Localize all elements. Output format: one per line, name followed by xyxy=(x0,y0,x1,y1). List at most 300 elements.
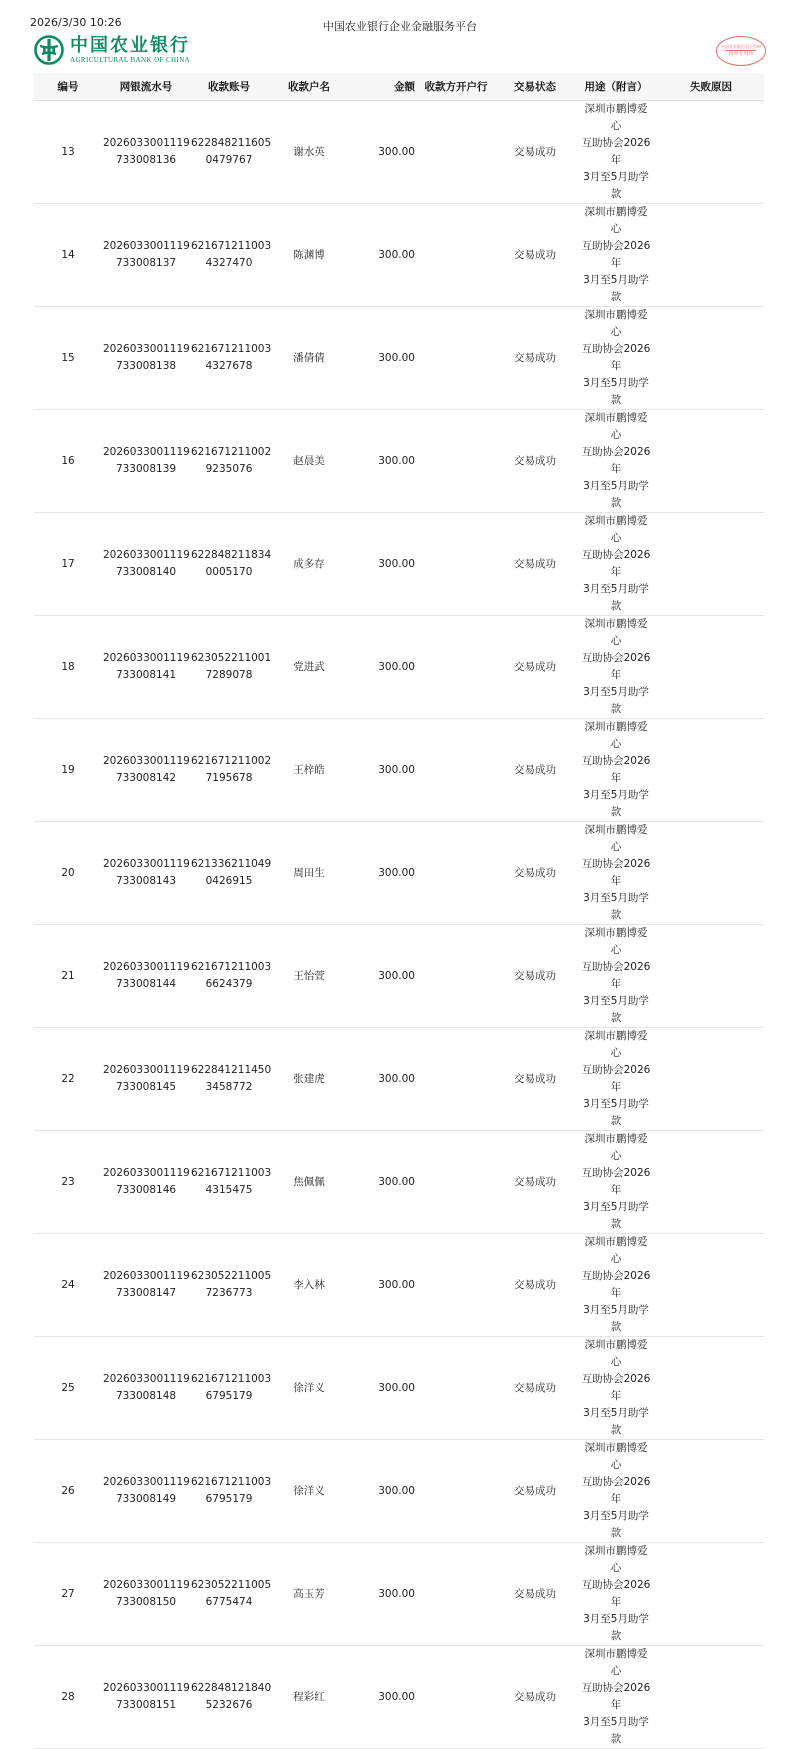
transaction-status: 交易成功 xyxy=(514,351,556,364)
payee-name: 赵晨美 xyxy=(293,454,325,467)
table-row xyxy=(34,925,764,1028)
logo-english-name: AGRICULTURAL BANK OF CHINA xyxy=(70,55,191,64)
payee-account: 4327470 xyxy=(205,257,253,269)
purpose-note: 深圳市鹏博爱心 xyxy=(584,927,648,956)
failure-reason-cell xyxy=(658,1646,764,1749)
serial-number-cell xyxy=(102,925,190,1028)
amount-cell xyxy=(350,616,416,719)
serial-number: 733008147 xyxy=(115,1287,177,1299)
payee-name: 张建虎 xyxy=(293,1072,325,1085)
purpose-note-cell xyxy=(574,101,658,204)
transaction-status: 交易成功 xyxy=(514,454,556,467)
purpose-note-cell xyxy=(574,513,658,616)
transaction-status: 交易成功 xyxy=(514,1690,556,1703)
payee-account: 4315475 xyxy=(205,1184,253,1196)
purpose-note: 3月至5月助学款 xyxy=(583,377,649,406)
serial-number: 733008138 xyxy=(115,360,177,372)
serial-number: 2026033001119 xyxy=(103,755,190,767)
purpose-note: 3月至5月助学款 xyxy=(583,1407,649,1436)
payee-name-cell xyxy=(268,1440,350,1543)
row-number: 19 xyxy=(61,763,75,776)
transaction-status-cell xyxy=(496,1440,574,1543)
column-header-serial: 网银流水号 xyxy=(102,73,190,101)
amount: 300.00 xyxy=(378,351,415,364)
payee-account: 623052211005 xyxy=(191,1270,272,1282)
failure-reason-cell xyxy=(658,1028,764,1131)
serial-number-cell xyxy=(102,1234,190,1337)
serial-number: 733008139 xyxy=(115,463,177,475)
payee-bank-cell xyxy=(416,1234,496,1337)
serial-number-cell xyxy=(102,1543,190,1646)
serial-number: 2026033001119 xyxy=(103,1064,190,1076)
payee-bank-cell xyxy=(416,616,496,719)
serial-number: 733008141 xyxy=(115,669,177,681)
payee-name-cell xyxy=(268,616,350,719)
amount-cell xyxy=(350,1028,416,1131)
purpose-note: 互助协会2026年 xyxy=(581,549,651,578)
row-number-cell xyxy=(34,1028,102,1131)
purpose-note: 深圳市鹏博爱心 xyxy=(584,1133,648,1162)
amount: 300.00 xyxy=(378,1175,415,1188)
serial-number: 733008151 xyxy=(115,1699,177,1711)
purpose-note: 互助协会2026年 xyxy=(581,240,651,269)
row-number-cell xyxy=(34,1646,102,1749)
serial-number-cell xyxy=(102,101,190,204)
payee-account: 621671211002 xyxy=(191,755,272,767)
purpose-note: 深圳市鹏博爱心 xyxy=(584,1236,648,1265)
transaction-status: 交易成功 xyxy=(514,145,556,158)
payee-account: 0005170 xyxy=(205,566,253,578)
column-header-purpose: 用途（附言） xyxy=(574,73,658,101)
payee-account-cell xyxy=(190,1440,272,1543)
transaction-status-cell xyxy=(496,1337,574,1440)
payee-account-cell xyxy=(190,616,272,719)
payee-bank-cell xyxy=(416,204,496,307)
serial-number-cell xyxy=(102,1440,190,1543)
serial-number-cell xyxy=(102,719,190,822)
payee-name-cell xyxy=(268,513,350,616)
bank-logo xyxy=(34,33,190,67)
payee-account-cell xyxy=(190,1543,272,1646)
serial-number: 2026033001119 xyxy=(103,1476,190,1488)
transaction-status-cell xyxy=(496,410,574,513)
row-number-cell xyxy=(34,1440,102,1543)
purpose-note-cell xyxy=(574,822,658,925)
payee-account: 622848211605 xyxy=(191,137,272,149)
payee-bank-cell xyxy=(416,1440,496,1543)
serial-number: 2026033001119 xyxy=(103,652,190,664)
payee-account: 5232676 xyxy=(205,1699,253,1711)
payee-account: 621671211003 xyxy=(191,961,272,973)
payee-account: 622848121840 xyxy=(191,1682,272,1694)
row-number: 15 xyxy=(61,351,75,364)
purpose-note: 3月至5月助学款 xyxy=(583,274,649,303)
payee-name: 李入林 xyxy=(293,1278,325,1291)
purpose-note: 3月至5月助学款 xyxy=(583,995,649,1024)
serial-number: 2026033001119 xyxy=(103,1682,190,1694)
amount-cell xyxy=(350,925,416,1028)
table-row xyxy=(34,1131,764,1234)
serial-number: 733008144 xyxy=(115,978,177,990)
purpose-note: 互助协会2026年 xyxy=(581,652,651,681)
payee-account: 9235076 xyxy=(205,463,253,475)
failure-reason-cell xyxy=(658,1543,764,1646)
stamp-text-top: 中国农业银行电子回单 xyxy=(721,44,761,49)
purpose-note: 互助协会2026年 xyxy=(581,1682,651,1711)
table-row xyxy=(34,1646,764,1749)
failure-reason-cell xyxy=(658,410,764,513)
transaction-status-cell xyxy=(496,822,574,925)
column-header-payee: 收款户名 xyxy=(268,73,350,101)
failure-reason-cell xyxy=(658,307,764,410)
payee-account: 621671211003 xyxy=(191,343,272,355)
payee-name-cell xyxy=(268,822,350,925)
amount-cell xyxy=(350,1131,416,1234)
purpose-note: 深圳市鹏博爱心 xyxy=(584,1545,648,1574)
amount-cell xyxy=(350,204,416,307)
row-number-cell xyxy=(34,822,102,925)
payee-account: 621671211003 xyxy=(191,1476,272,1488)
payee-name: 王梓皓 xyxy=(293,763,325,776)
serial-number-cell xyxy=(102,410,190,513)
purpose-note: 深圳市鹏博爱心 xyxy=(584,103,648,132)
row-number-cell xyxy=(34,513,102,616)
serial-number-cell xyxy=(102,1131,190,1234)
payee-name: 徐洋义 xyxy=(293,1484,325,1497)
table-row xyxy=(34,513,764,616)
payee-bank-cell xyxy=(416,1131,496,1234)
row-number-cell xyxy=(34,925,102,1028)
amount: 300.00 xyxy=(378,557,415,570)
failure-reason-cell xyxy=(658,1440,764,1543)
payee-bank-cell xyxy=(416,1646,496,1749)
payee-account: 0479767 xyxy=(205,154,253,166)
column-header-amount: 金额 xyxy=(350,73,416,101)
purpose-note: 3月至5月助学款 xyxy=(583,892,649,921)
transaction-status: 交易成功 xyxy=(514,1587,556,1600)
purpose-note: 深圳市鹏博爱心 xyxy=(584,1648,648,1677)
row-number: 23 xyxy=(61,1175,75,1188)
amount: 300.00 xyxy=(378,660,415,673)
payee-account: 7195678 xyxy=(205,772,253,784)
serial-number-cell xyxy=(102,1646,190,1749)
payee-account: 6795179 xyxy=(205,1493,253,1505)
purpose-note-cell xyxy=(574,719,658,822)
purpose-note: 互助协会2026年 xyxy=(581,1373,651,1402)
payee-name-cell xyxy=(268,101,350,204)
table-row xyxy=(34,719,764,822)
row-number-cell xyxy=(34,307,102,410)
amount: 300.00 xyxy=(378,454,415,467)
amount-cell xyxy=(350,101,416,204)
amount-cell xyxy=(350,719,416,822)
payee-account-cell xyxy=(190,719,272,822)
purpose-note-cell xyxy=(574,1440,658,1543)
serial-number: 2026033001119 xyxy=(103,858,190,870)
purpose-note: 3月至5月助学款 xyxy=(583,789,649,818)
payee-bank-cell xyxy=(416,410,496,513)
purpose-note: 3月至5月助学款 xyxy=(583,171,649,200)
row-number: 22 xyxy=(61,1072,75,1085)
payee-bank-cell xyxy=(416,1543,496,1646)
purpose-note: 互助协会2026年 xyxy=(581,1064,651,1093)
payee-name-cell xyxy=(268,1131,350,1234)
row-number-cell xyxy=(34,616,102,719)
table-row xyxy=(34,1337,764,1440)
transaction-status: 交易成功 xyxy=(514,1278,556,1291)
transaction-status: 交易成功 xyxy=(514,1175,556,1188)
payee-name-cell xyxy=(268,410,350,513)
transaction-status-cell xyxy=(496,513,574,616)
purpose-note-cell xyxy=(574,1028,658,1131)
payee-name: 程彩红 xyxy=(293,1690,325,1703)
amount-cell xyxy=(350,513,416,616)
serial-number: 733008148 xyxy=(115,1390,177,1402)
purpose-note: 互助协会2026年 xyxy=(581,755,651,784)
failure-reason-cell xyxy=(658,1131,764,1234)
purpose-note-cell xyxy=(574,925,658,1028)
row-number-cell xyxy=(34,1131,102,1234)
failure-reason-cell xyxy=(658,1337,764,1440)
amount: 300.00 xyxy=(378,866,415,879)
failure-reason-cell xyxy=(658,822,764,925)
payee-account: 623052211005 xyxy=(191,1579,272,1591)
row-number-cell xyxy=(34,410,102,513)
row-number: 24 xyxy=(61,1278,75,1291)
row-number: 18 xyxy=(61,660,75,673)
purpose-note: 深圳市鹏博爱心 xyxy=(584,206,648,235)
serial-number: 733008150 xyxy=(115,1596,177,1608)
amount: 300.00 xyxy=(378,1587,415,1600)
table-header-row xyxy=(34,73,764,101)
payee-account: 622848211834 xyxy=(191,549,272,561)
payee-bank-cell xyxy=(416,1337,496,1440)
failure-reason-cell xyxy=(658,513,764,616)
serial-number: 733008136 xyxy=(115,154,177,166)
payee-account-cell xyxy=(190,1028,272,1131)
purpose-note: 互助协会2026年 xyxy=(581,1167,651,1196)
amount: 300.00 xyxy=(378,763,415,776)
serial-number: 2026033001119 xyxy=(103,961,190,973)
transaction-status-cell xyxy=(496,1646,574,1749)
transaction-status-cell xyxy=(496,204,574,307)
amount-cell xyxy=(350,1440,416,1543)
row-number-cell xyxy=(34,1234,102,1337)
purpose-note-cell xyxy=(574,1543,658,1646)
payee-account: 3458772 xyxy=(205,1081,253,1093)
payee-name: 王怡萱 xyxy=(293,969,325,982)
payee-name-cell xyxy=(268,1646,350,1749)
amount: 300.00 xyxy=(378,1278,415,1291)
serial-number-cell xyxy=(102,822,190,925)
payee-bank-cell xyxy=(416,1028,496,1131)
failure-reason-cell xyxy=(658,204,764,307)
payee-name-cell xyxy=(268,925,350,1028)
serial-number: 733008137 xyxy=(115,257,177,269)
table-row xyxy=(34,616,764,719)
transaction-status: 交易成功 xyxy=(514,660,556,673)
purpose-note: 深圳市鹏博爱心 xyxy=(584,1339,648,1368)
payee-account-cell xyxy=(190,925,272,1028)
amount-cell xyxy=(350,410,416,513)
table-row xyxy=(34,1028,764,1131)
payee-bank-cell xyxy=(416,513,496,616)
failure-reason-cell xyxy=(658,101,764,204)
serial-number-cell xyxy=(102,307,190,410)
column-header-status: 交易状态 xyxy=(496,73,574,101)
purpose-note: 互助协会2026年 xyxy=(581,343,651,372)
payee-bank-cell xyxy=(416,307,496,410)
payee-account-cell xyxy=(190,1131,272,1234)
row-number: 13 xyxy=(61,145,75,158)
print-timestamp: 2026/3/30 10:26 xyxy=(30,16,122,29)
payee-account: 6775474 xyxy=(205,1596,253,1608)
payee-account-cell xyxy=(190,410,272,513)
table-row xyxy=(34,410,764,513)
payee-name: 党进武 xyxy=(293,660,325,673)
payee-account: 6624379 xyxy=(205,978,253,990)
amount-cell xyxy=(350,822,416,925)
amount-cell xyxy=(350,1646,416,1749)
row-number: 16 xyxy=(61,454,75,467)
table-row xyxy=(34,1234,764,1337)
payee-name-cell xyxy=(268,1028,350,1131)
transaction-status-cell xyxy=(496,1028,574,1131)
purpose-note: 3月至5月助学款 xyxy=(583,1304,649,1333)
serial-number: 733008143 xyxy=(115,875,177,887)
purpose-note: 3月至5月助学款 xyxy=(583,1098,649,1127)
purpose-note: 互助协会2026年 xyxy=(581,137,651,166)
transaction-table xyxy=(34,73,764,1749)
serial-number: 733008149 xyxy=(115,1493,177,1505)
payee-account-cell xyxy=(190,822,272,925)
purpose-note-cell xyxy=(574,1234,658,1337)
payee-bank-cell xyxy=(416,719,496,822)
serial-number: 2026033001119 xyxy=(103,446,190,458)
purpose-note-cell xyxy=(574,410,658,513)
serial-number: 2026033001119 xyxy=(103,549,190,561)
serial-number-cell xyxy=(102,1028,190,1131)
amount-cell xyxy=(350,1234,416,1337)
amount: 300.00 xyxy=(378,248,415,261)
transaction-status: 交易成功 xyxy=(514,969,556,982)
purpose-note: 3月至5月助学款 xyxy=(583,1613,649,1642)
row-number: 21 xyxy=(61,969,75,982)
serial-number: 2026033001119 xyxy=(103,343,190,355)
transaction-status-cell xyxy=(496,1131,574,1234)
payee-account-cell xyxy=(190,1234,272,1337)
payee-name-cell xyxy=(268,1234,350,1337)
payee-bank-cell xyxy=(416,101,496,204)
purpose-note: 3月至5月助学款 xyxy=(583,1201,649,1230)
transaction-status: 交易成功 xyxy=(514,763,556,776)
payee-name: 高玉芳 xyxy=(293,1587,325,1600)
row-number-cell xyxy=(34,1543,102,1646)
transaction-status: 交易成功 xyxy=(514,1484,556,1497)
payee-account-cell xyxy=(190,1646,272,1749)
payee-bank-cell xyxy=(416,822,496,925)
row-number: 26 xyxy=(61,1484,75,1497)
amount: 300.00 xyxy=(378,969,415,982)
amount: 300.00 xyxy=(378,145,415,158)
row-number: 14 xyxy=(61,248,75,261)
purpose-note-cell xyxy=(574,1646,658,1749)
serial-number: 733008140 xyxy=(115,566,177,578)
payee-account-cell xyxy=(190,204,272,307)
column-header-bank: 收款方开户行 xyxy=(416,73,496,101)
serial-number-cell xyxy=(102,513,190,616)
payee-account: 622841211450 xyxy=(191,1064,272,1076)
transaction-status: 交易成功 xyxy=(514,1072,556,1085)
row-number-cell xyxy=(34,204,102,307)
purpose-note: 3月至5月助学款 xyxy=(583,583,649,612)
column-header-account: 收款账号 xyxy=(190,73,268,101)
serial-number: 2026033001119 xyxy=(103,1579,190,1591)
amount-cell xyxy=(350,1337,416,1440)
payee-name-cell xyxy=(268,1543,350,1646)
transaction-status: 交易成功 xyxy=(514,1381,556,1394)
row-number: 28 xyxy=(61,1690,75,1703)
purpose-note: 互助协会2026年 xyxy=(581,961,651,990)
purpose-note: 互助协会2026年 xyxy=(581,1579,651,1608)
purpose-note: 深圳市鹏博爱心 xyxy=(584,1442,648,1471)
transaction-status-cell xyxy=(496,719,574,822)
amount-cell xyxy=(350,1543,416,1646)
purpose-note: 互助协会2026年 xyxy=(581,1270,651,1299)
stamp-text-bottom: 回单专用章 xyxy=(728,51,754,57)
failure-reason-cell xyxy=(658,925,764,1028)
row-number-cell xyxy=(34,1337,102,1440)
failure-reason-cell xyxy=(658,1234,764,1337)
purpose-note: 深圳市鹏博爱心 xyxy=(584,618,648,647)
purpose-note: 互助协会2026年 xyxy=(581,446,651,475)
serial-number: 2026033001119 xyxy=(103,240,190,252)
payee-account: 621671211003 xyxy=(191,1373,272,1385)
serial-number-cell xyxy=(102,616,190,719)
payee-account-cell xyxy=(190,307,272,410)
serial-number: 733008142 xyxy=(115,772,177,784)
payee-account: 621671211002 xyxy=(191,446,272,458)
transaction-status-cell xyxy=(496,925,574,1028)
purpose-note-cell xyxy=(574,307,658,410)
table-row xyxy=(34,1543,764,1646)
payee-name-cell xyxy=(268,307,350,410)
amount: 300.00 xyxy=(378,1484,415,1497)
purpose-note: 3月至5月助学款 xyxy=(583,1716,649,1745)
row-number-cell xyxy=(34,101,102,204)
purpose-note: 深圳市鹏博爱心 xyxy=(584,412,648,441)
serial-number: 2026033001119 xyxy=(103,137,190,149)
purpose-note: 深圳市鹏博爱心 xyxy=(584,515,648,544)
transaction-status-cell xyxy=(496,1234,574,1337)
purpose-note-cell xyxy=(574,1337,658,1440)
payee-account: 4327678 xyxy=(205,360,253,372)
table-row xyxy=(34,101,764,204)
payee-account: 621671211003 xyxy=(191,1167,272,1179)
payee-account: 621336211049 xyxy=(191,858,272,870)
table-row xyxy=(34,822,764,925)
amount: 300.00 xyxy=(378,1690,415,1703)
row-number: 20 xyxy=(61,866,75,879)
page-title: 中国农业银行企业金融服务平台 xyxy=(323,20,477,33)
payee-account: 6795179 xyxy=(205,1390,253,1402)
payee-account: 0426915 xyxy=(205,875,253,887)
payee-name: 潘倩倩 xyxy=(293,351,325,364)
table-row xyxy=(34,307,764,410)
payee-account: 7236773 xyxy=(205,1287,253,1299)
payee-account-cell xyxy=(190,513,272,616)
payee-name: 徐洋义 xyxy=(293,1381,325,1394)
